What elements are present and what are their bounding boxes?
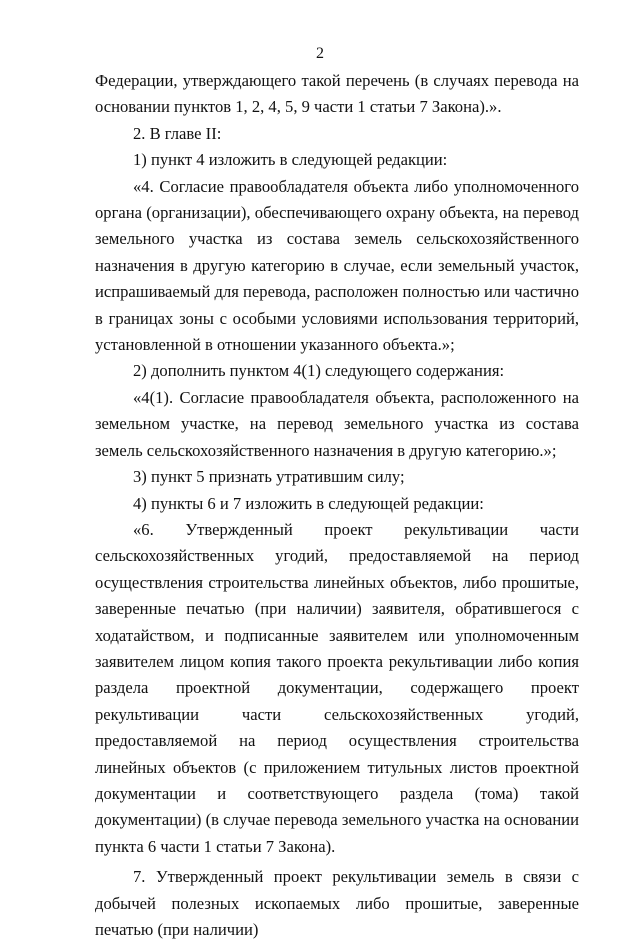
paragraph-chapter-heading: 2. В главе II:: [133, 123, 222, 143]
paragraph-item-1: 1) пункт 4 изложить в следующей редакции:: [133, 150, 448, 170]
paragraph-item-2: 2) дополнить пунктом 4(1) следующего содержания:: [133, 361, 505, 381]
paragraph-point-4: «4. Согласие правообладателя объекта либо уполномоченного органа (организации), обеспечивающего охрану объекта, на перевод земельного участка из состава земель сельскохозяйственного назначения в другую категорию в случае, если земельный участок, испрашиваемый для перевода, расположен полностью или частично в границах зоны с особыми условиями использования территорий, установленной в отношении указанного объекта.»;: [95, 176, 579, 355]
page-number: 2: [316, 45, 324, 62]
paragraph-point-6: «6. Утвержденный проект рекультивации части сельскохозяйственных угодий, предоставляемой на период осуществления строительства линейных объектов, либо прошитые, заверенные печатью (при наличии) заявителя, обратившегося с ходатайством, и подписанные заявителем или уполномоченным заявителем лицом копия такого проекта рекультивации либо копия раздела проектной документации, содержащего проект рекультивации части сельскохозяйственных угодий, предоставляемой на период осуществления строительства линейных объектов (с приложением титульных листов проектной документации и соответствующего раздела (тома) такой документации) (в случае перевода земельного участка на основании пункта 6 части 1 статьи 7 Закона).: [95, 519, 579, 856]
paragraph-item-4: 4) пункты 6 и 7 изложить в следующей редакции:: [133, 493, 484, 513]
paragraph-continuation: Федерации, утверждающего такой перечень (в случаях перевода на основании пунктов 1, 2, 4, 5, 9 части 1 статьи 7 Закона).».: [95, 71, 579, 117]
document-body: [95, 68, 579, 943]
paragraph-item-3: 3) пункт 5 признать утратившим силу;: [133, 467, 405, 487]
paragraph-point-7: 7. Утвержденный проект рекультивации земель в связи с добычей полезных ископаемых либо прошитые, заверенные печатью (при наличии): [95, 867, 579, 939]
paragraph-point-4-1: «4(1). Согласие правообладателя объекта, расположенного на земельном участке, на перевод земельного участка из состава земель сельскохозяйственного назначения в другую категорию.»;: [95, 387, 579, 460]
